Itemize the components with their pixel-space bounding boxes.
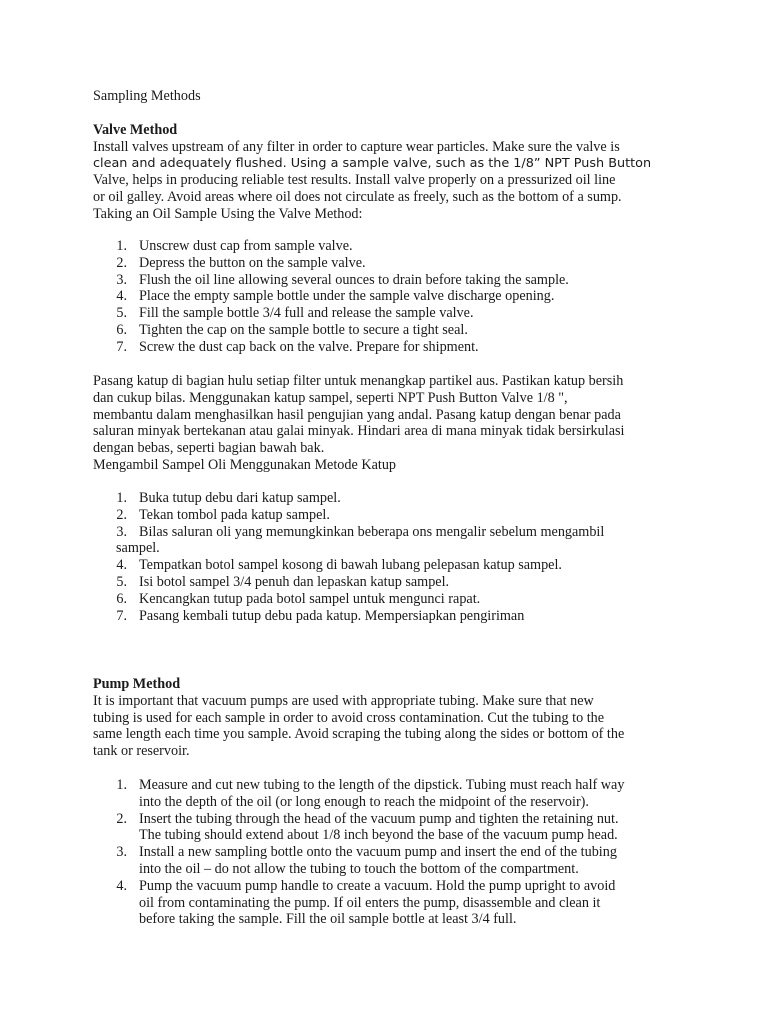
- list-text: Tekan tombol pada katup sampel.: [139, 506, 330, 523]
- valve-intro-line: Valve, helps in producing reliable test results. Install valve properly on a pressurized oil line: [93, 172, 616, 189]
- list-text: oil from contaminating the pump. If oil enters the pump, disassemble and clean it: [139, 894, 601, 911]
- list-text: Measure and cut new tubing to the length of the dipstick. Tubing must reach half way: [139, 777, 625, 793]
- list-item: [93, 255, 683, 272]
- list-text: Tempatkan botol sampel kosong di bawah lubang pelepasan katup sampel.: [139, 557, 562, 574]
- valve-method-heading: Valve Method: [93, 122, 178, 138]
- indonesian-section: [93, 373, 683, 474]
- list-number: 7.: [116, 607, 127, 624]
- pump-method-heading: Pump Method: [93, 676, 181, 692]
- list-text: Pump the vacuum pump handle to create a vacuum. Hold the pump upright to avoid: [139, 877, 616, 894]
- list-text-continuation: sampel.: [116, 540, 160, 557]
- indonesian-intro-line: dan cukup bilas. Menggunakan katup sampel, seperti NPT Push Button Valve 1/8 ",: [93, 389, 568, 406]
- list-number: 1.: [116, 490, 127, 506]
- list-number: 5.: [116, 305, 127, 322]
- list-number: 3.: [116, 523, 127, 540]
- list-text: Kencangkan tutup pada botol sampel untuk mengunci rapat.: [139, 590, 481, 607]
- list-text: Place the empty sample bottle under the sample valve discharge opening.: [139, 288, 555, 305]
- indonesian-intro-line: dengan bebas, seperti bagian bawah bak.: [93, 440, 325, 457]
- list-item: [93, 490, 683, 507]
- list-item: [93, 811, 683, 845]
- valve-intro-line: Taking an Oil Sample Using the Valve Method:: [93, 205, 363, 222]
- valve-steps-list: [93, 238, 683, 356]
- list-number: 2.: [116, 810, 127, 827]
- list-text: Bilas saluran oli yang memungkinkan beberapa ons mengalir sebelum mengambil: [139, 523, 605, 540]
- list-text: Unscrew dust cap from sample valve.: [139, 238, 353, 254]
- list-number: 4.: [116, 557, 127, 574]
- list-item: [93, 608, 683, 625]
- valve-intro-line: or oil galley. Avoid areas where oil does not circulate as freely, such as the bottom of a sump.: [93, 189, 622, 206]
- list-item: [93, 238, 683, 255]
- list-item: [93, 339, 683, 356]
- indonesian-steps-list: [93, 490, 683, 624]
- list-number: 3.: [116, 271, 127, 288]
- list-text: before taking the sample. Fill the oil sample bottle at least 3/4 full.: [139, 911, 517, 928]
- list-text: into the oil – do not allow the tubing to touch the bottom of the compartment.: [139, 860, 579, 877]
- list-item: [93, 507, 683, 524]
- indonesian-subheading: Mengambil Sampel Oli Menggunakan Metode Katup: [93, 456, 397, 473]
- list-item: [93, 322, 683, 339]
- list-number: 7.: [116, 338, 127, 355]
- list-item: [93, 574, 683, 591]
- valve-method-section: [93, 122, 683, 223]
- list-number: 1.: [116, 777, 127, 793]
- list-text: The tubing should extend about 1/8 inch beyond the base of the vacuum pump head.: [139, 827, 618, 844]
- list-item: [93, 288, 683, 305]
- list-number: 1.: [116, 238, 127, 254]
- list-number: 6.: [116, 590, 127, 607]
- pump-intro-line: same length each time you sample. Avoid scraping the tubing along the sides or bottom of the: [93, 726, 625, 743]
- list-item: [93, 591, 683, 608]
- list-item: [93, 272, 683, 289]
- pump-intro-line: tank or reservoir.: [93, 743, 190, 760]
- list-text: Buka tutup debu dari katup sampel.: [139, 490, 341, 506]
- list-item: [93, 557, 683, 574]
- list-text: Screw the dust cap back on the valve. Prepare for shipment.: [139, 338, 479, 355]
- list-text: into the depth of the oil (or long enough to reach the midpoint of the reservoir).: [139, 793, 589, 810]
- list-number: 6.: [116, 321, 127, 338]
- list-text: Depress the button on the sample valve.: [139, 254, 366, 271]
- indonesian-intro-line: Pasang katup di bagian hulu setiap filter untuk menangkap partikel aus. Pastikan katup bersih: [93, 373, 624, 389]
- list-number: 2.: [116, 506, 127, 523]
- document-title: Sampling Methods: [93, 88, 201, 104]
- list-text: Tighten the cap on the sample bottle to secure a tight seal.: [139, 321, 468, 338]
- valve-intro-line: clean and adequately flushed. Using a sample valve, such as the 1/8” NPT Push Button: [93, 155, 652, 171]
- indonesian-intro-line: membantu dalam menghasilkan hasil pengujian yang andal. Pasang katup dengan benar pada: [93, 406, 621, 423]
- pump-intro-line: tubing is used for each sample in order to avoid cross contamination. Cut the tubing to the: [93, 709, 605, 726]
- list-number: 3.: [116, 844, 127, 861]
- valve-intro-line: Install valves upstream of any filter in order to capture wear particles. Make sure the valve is: [93, 138, 620, 155]
- list-number: 2.: [116, 254, 127, 271]
- list-text: Pasang kembali tutup debu pada katup. Mempersiapkan pengiriman: [139, 607, 525, 624]
- pump-intro-line: It is important that vacuum pumps are used with appropriate tubing. Make sure that new: [93, 692, 594, 709]
- pump-steps-list: [93, 777, 683, 928]
- list-text: Isi botol sampel 3/4 penuh dan lepaskan katup sampel.: [139, 573, 450, 590]
- list-text: Install a new sampling bottle onto the vacuum pump and insert the end of the tubing: [139, 844, 617, 861]
- list-item: [93, 524, 683, 558]
- list-number: 4.: [116, 877, 127, 894]
- list-text: Flush the oil line allowing several ounces to drain before taking the sample.: [139, 271, 569, 288]
- list-number: 4.: [116, 288, 127, 305]
- list-text: Insert the tubing through the head of the vacuum pump and tighten the retaining nut.: [139, 810, 619, 827]
- list-item: [93, 305, 683, 322]
- list-number: 5.: [116, 573, 127, 590]
- list-text: Fill the sample bottle 3/4 full and release the sample valve.: [139, 305, 474, 322]
- pump-method-section: [93, 676, 683, 760]
- list-item: [93, 844, 683, 878]
- list-item: [93, 878, 683, 928]
- indonesian-intro-line: saluran minyak bertekanan atau galai minyak. Hindari area di mana minyak tidak bersirkulasi: [93, 423, 625, 440]
- list-item: [93, 777, 683, 811]
